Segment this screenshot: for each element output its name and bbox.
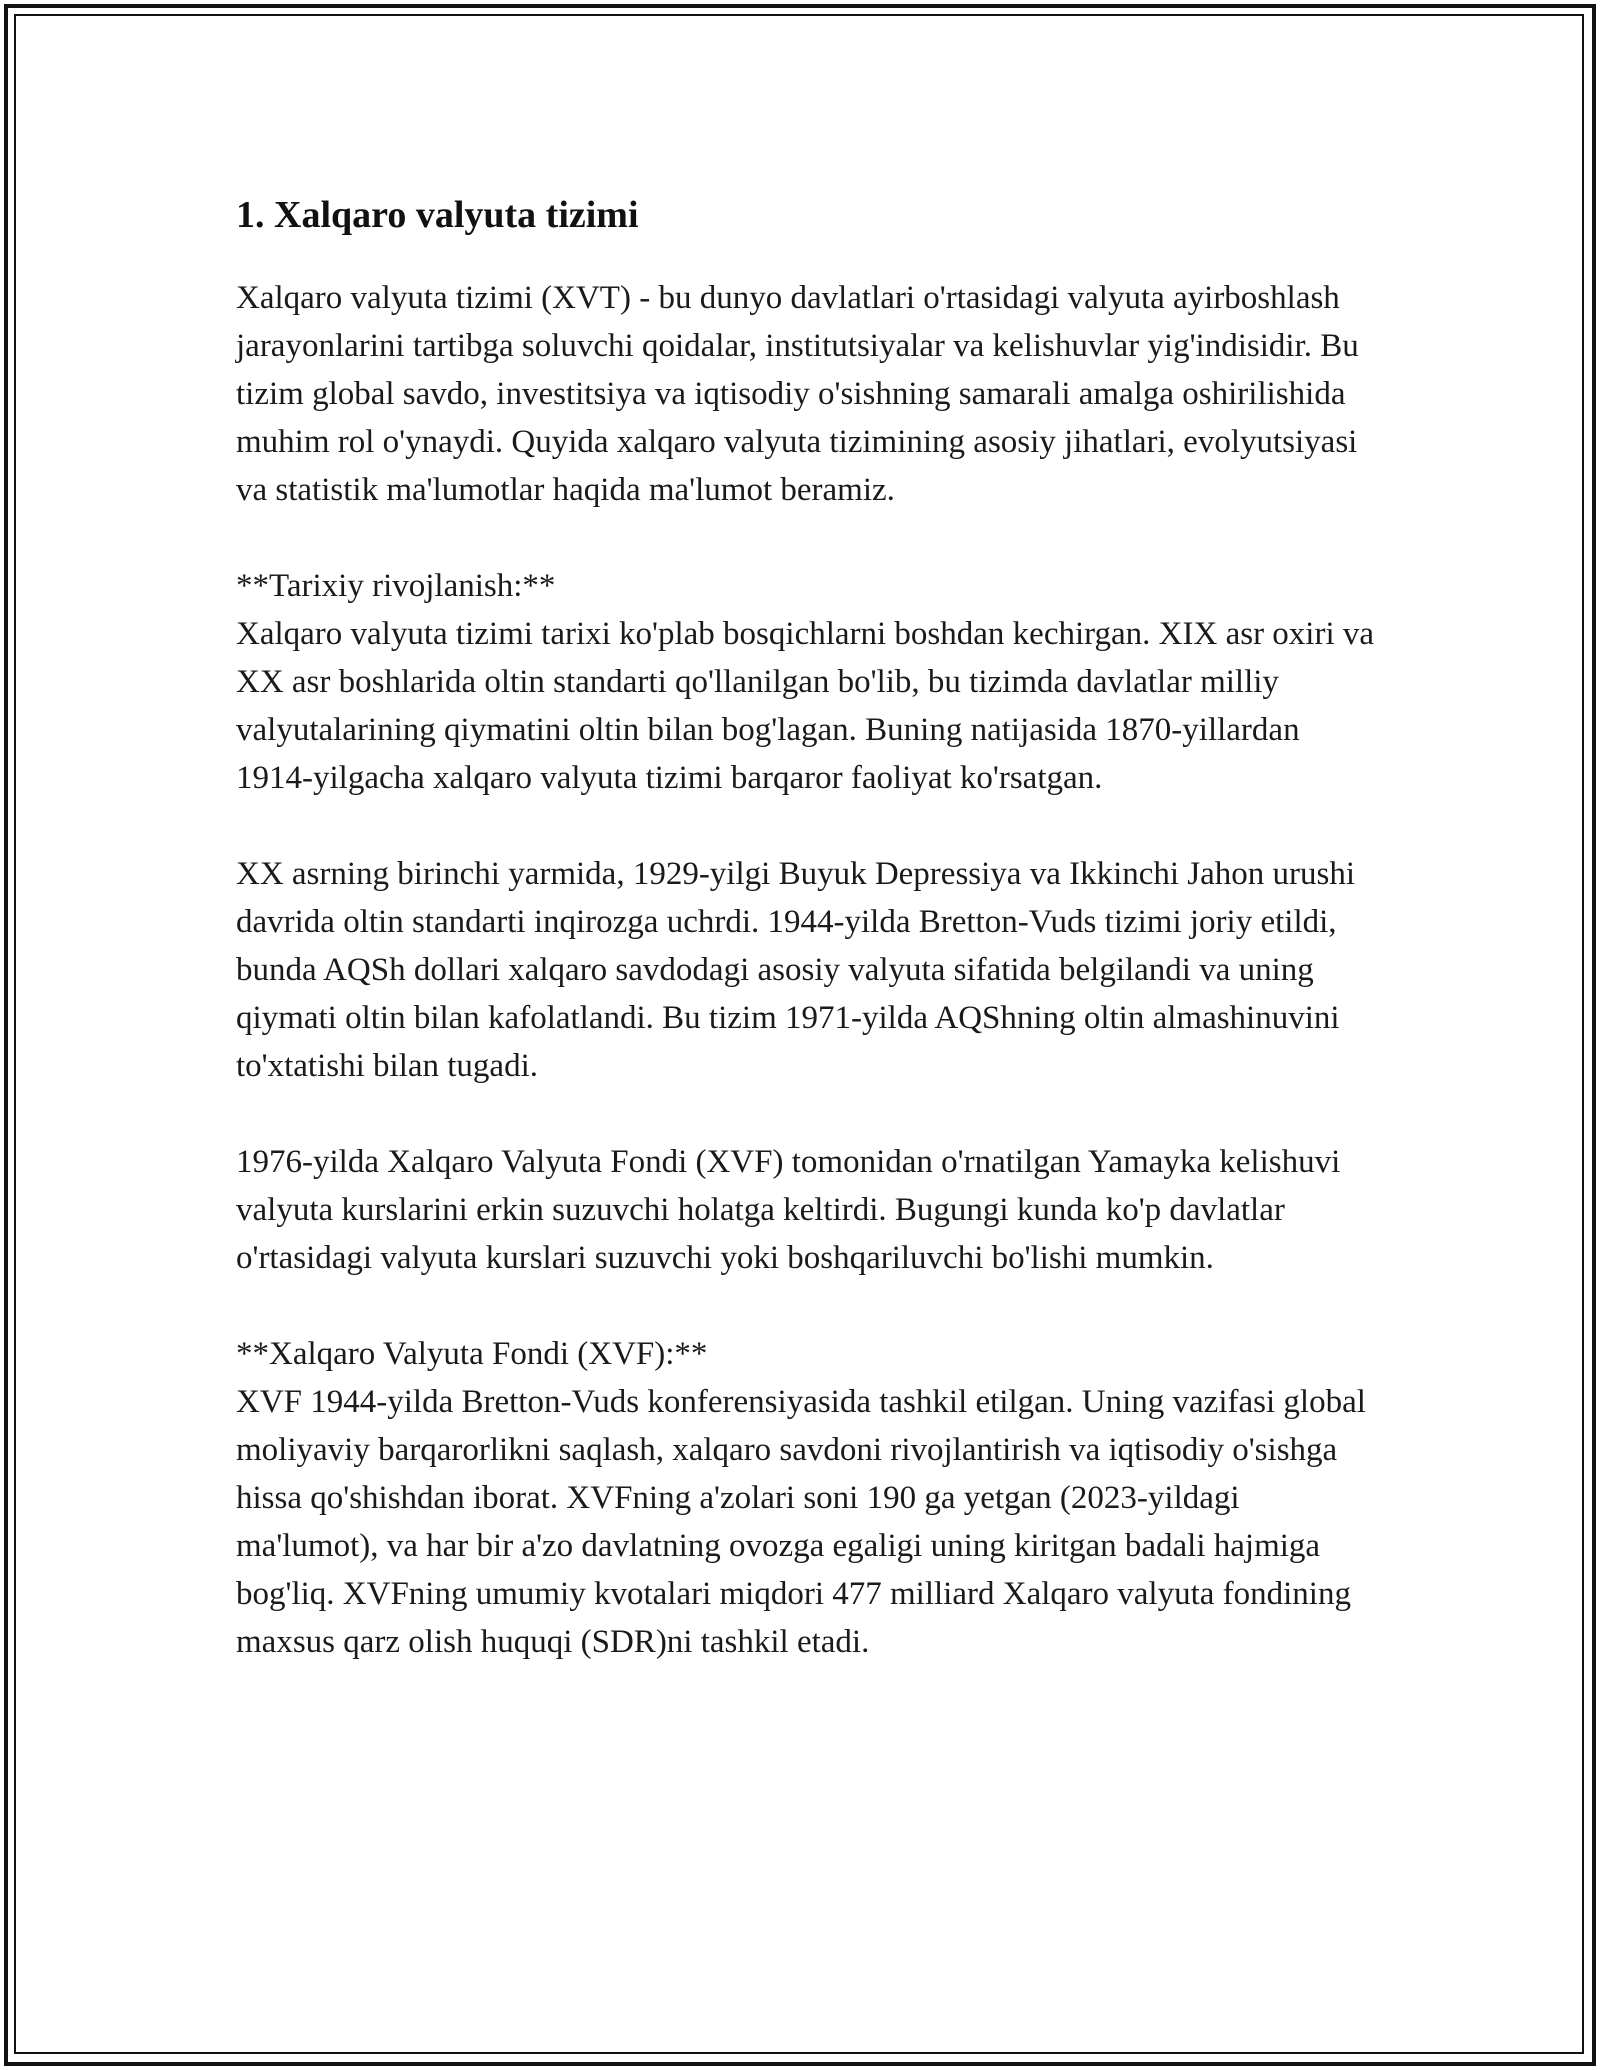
subsection-heading-imf: **Xalqaro Valyuta Fondi (XVF):**	[236, 1336, 708, 1372]
paragraph-imf	[236, 1330, 1376, 1666]
paragraph-text: Xalqaro valyuta tizimi tarixi ko'plab bosqichlarni boshdan kechirgan. XIX asr oxiri va XX asr boshlarida oltin standarti qo'llanilgan bo'lib, bu tizimda davlatlar milliy valyutalarining qiymatini oltin bilan bog'lagan. Buning natijasida 1870-yillardan 1914-yilgacha xalqaro valyuta tizimi barqaror faoliyat ko'rsatgan.	[236, 616, 1375, 796]
paragraph-intro	[236, 274, 1376, 514]
paragraph-text: 1976-yilda Xalqaro Valyuta Fondi (XVF) tomonidan o'rnatilgan Yamayka kelishuvi valyuta kurslarini erkin suzuvchi holatga keltirdi. Bugungi kunda ko'p davlatlar o'rtasidagi valyuta kurslari suzuvchi yoki boshqariluvchi bo'lishi mumkin.	[236, 1144, 1341, 1276]
paragraph-jamaica	[236, 1138, 1376, 1282]
section-title: 1. Xalqaro valyuta tizimi	[236, 194, 639, 236]
paragraph-text: XX asrning birinchi yarmida, 1929-yilgi Buyuk Depressiya va Ikkinchi Jahon urushi davrida oltin standarti inqirozga uchrdi. 1944-yilda Bretton-Vuds tizimi joriy etildi, bunda AQSh dollari xalqaro savdodagi asosiy valyuta sifatida belgilandi va uning qiymati oltin bilan kafolatlandi. Bu tizim 1971-yilda AQShning oltin almashinuvini to'xtatishi bilan tugadi.	[236, 856, 1356, 1084]
document-body	[236, 180, 1376, 1714]
paragraph-text: Xalqaro valyuta tizimi (XVT) - bu dunyo davlatlari o'rtasidagi valyuta ayirboshlash jarayonlarini tartibga soluvchi qoidalar, institutsiyalar va kelishuvlar yig'indisidir. Bu tizim global savdo, investitsiya va iqtisodiy o'sishning samarali amalga oshirilishida muhim rol o'ynaydi. Quyida xalqaro valyuta tizimining asosiy jihatlari, evolyutsiyasi va statistik ma'lumotlar haqida ma'lumot beramiz.	[236, 280, 1359, 508]
paragraph-text: XVF 1944-yilda Bretton-Vuds konferensiyasida tashkil etilgan. Uning vazifasi global moliyaviy barqarorlikni saqlash, xalqaro savdoni rivojlantirish va iqtisodiy o'sishga hissa qo'shishdan iborat. XVFning a'zolari soni 190 ga yetgan (2023-yildagi ma'lumot), va har bir a'zo davlatning ovozga egaligi uning kiritgan badali hajmiga bog'liq. XVFning umumiy kvotalari miqdori 477 milliard Xalqaro valyuta fondining maxsus qarz olish huquqi (SDR)ni tashkil etadi.	[236, 1384, 1366, 1660]
paragraph-bretton-woods	[236, 850, 1376, 1090]
paragraph-history	[236, 562, 1376, 802]
subsection-heading-history: **Tarixiy rivojlanish:**	[236, 568, 556, 604]
